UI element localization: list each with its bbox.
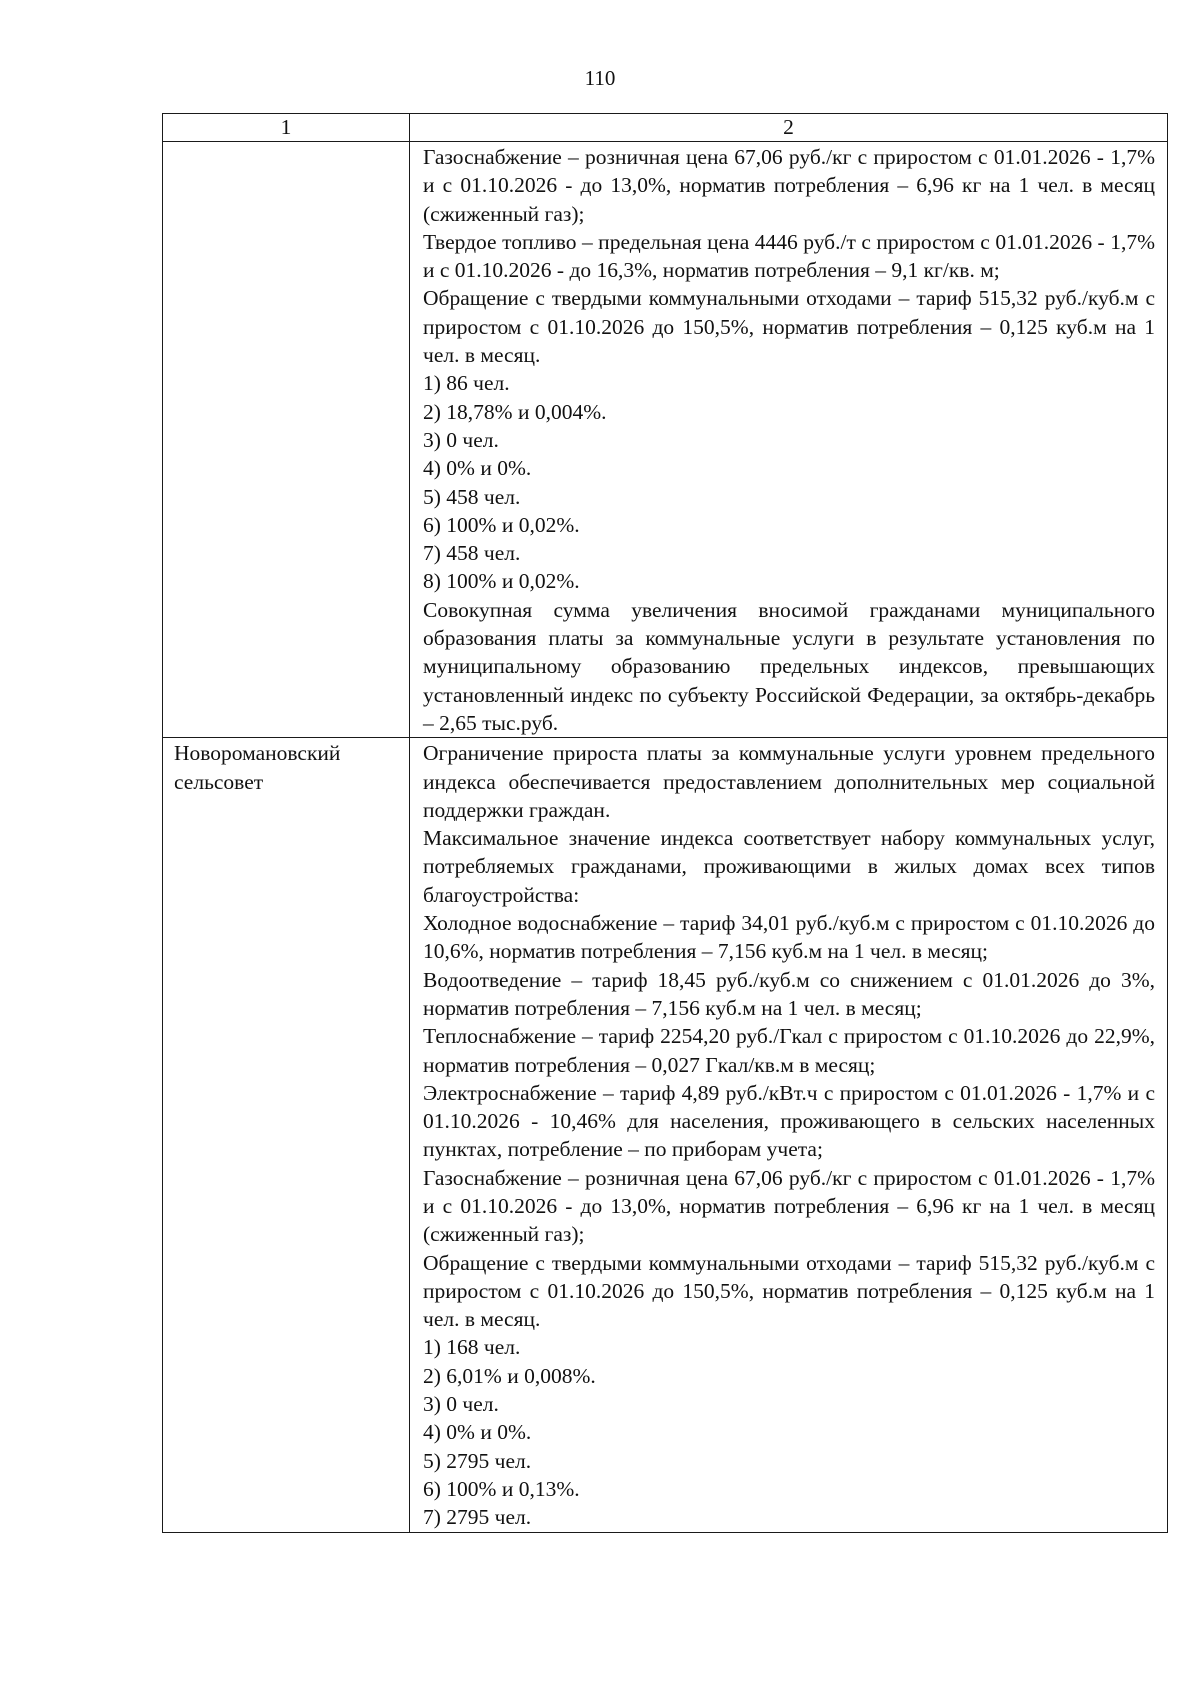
column-header-1: 1: [163, 114, 410, 142]
paragraph-cold-water: Холодное водоснабжение – тариф 34,01 руб./куб.м с приростом с 01.10.2026 до 10,6%, норматив потребления – 7,156 куб.м на 1 чел. в месяц;: [423, 911, 1155, 964]
municipality-name-cell: Новоромановский сельсовет: [163, 738, 410, 1532]
page-number: 110: [584, 66, 616, 90]
document-table: [162, 113, 1168, 1533]
paragraph-electricity: Электроснабжение – тариф 4,89 руб./кВт.ч с приростом с 01.01.2026 - 1,7% и с 01.10.2026 - 10,46% для населения, проживающего в сельских населенных пунктах, потребление – по приборам учета;: [423, 1080, 1155, 1162]
list-item: 2) 6,01% и 0,008%.: [423, 1363, 596, 1388]
list-item: 5) 458 чел.: [423, 484, 521, 509]
list-item: 1) 86 чел.: [423, 371, 510, 396]
table-row: [163, 142, 1168, 738]
content-cell: [410, 142, 1168, 738]
paragraph-total-increase: Совокупная сумма увеличения вносимой гражданами муниципального образования платы за коммунальные услуги в результате установления по муниципальному образованию предельных индексов, превышающих установленный индекс по субъекту Российской Федерации, за октябрь-декабрь – 2,65 тыс.руб.: [423, 597, 1155, 735]
paragraph-limitation: Ограничение прироста платы за коммунальные услуги уровнем предельного индекса обеспечивается предоставлением дополнительных мер социальной поддержки граждан.: [423, 741, 1155, 822]
content-cell: [410, 738, 1168, 1532]
list-item: 4) 0% и 0%.: [423, 1420, 532, 1445]
column-header-2: 2: [410, 114, 1168, 142]
paragraph-solid-waste: Обращение с твердыми коммунальными отходами – тариф 515,32 руб./куб.м с приростом с 01.10.2026 до 150,5%, норматив потребления – 0,125 куб.м на 1 чел. в месяц.: [423, 1250, 1155, 1332]
paragraph-drainage: Водоотведение – тариф 18,45 руб./куб.м со снижением с 01.01.2026 до 3%, норматив потребления – 7,156 куб.м на 1 чел. в месяц;: [423, 967, 1155, 1020]
paragraph-gas-supply: Газоснабжение – розничная цена 67,06 руб./кг с приростом с 01.01.2026 - 1,7% и с 01.10.2026 - до 13,0%, норматив потребления – 6,96 кг на 1 чел. в месяц (сжиженный газ);: [423, 1165, 1155, 1247]
paragraph-solid-fuel: Твердое топливо – предельная цена 4446 руб./т с приростом с 01.01.2026 - 1,7% и с 01.10.2026 - до 16,3%, норматив потребления – 9,1 кг/кв. м;: [423, 229, 1155, 283]
list-item: 2) 18,78% и 0,004%.: [423, 399, 607, 424]
municipality-name-cell: [163, 142, 410, 738]
paragraph-solid-waste: Обращение с твердыми коммунальными отходами – тариф 515,32 руб./куб.м с приростом с 01.10.2026 до 150,5%, норматив потребления – 0,125 куб.м на 1 чел. в месяц.: [423, 286, 1155, 368]
paragraph-gas-supply: Газоснабжение – розничная цена 67,06 руб./кг с приростом с 01.01.2026 - 1,7% и с 01.10.2026 - до 13,0%, норматив потребления – 6,96 кг на 1 чел. в месяц (сжиженный газ);: [423, 145, 1155, 226]
list-item: 8) 100% и 0,02%.: [423, 569, 580, 594]
list-item: 5) 2795 чел.: [423, 1448, 532, 1473]
list-item: 7) 458 чел.: [423, 541, 521, 566]
list-item: 7) 2795 чел.: [423, 1505, 532, 1530]
paragraph-max-index: Максимальное значение индекса соответствует набору коммунальных услуг, потребляемых гражданами, проживающими в жилых домах всех типов благоустройства:: [423, 826, 1155, 907]
list-item: 4) 0% и 0%.: [423, 456, 532, 481]
list-item: 1) 168 чел.: [423, 1335, 521, 1360]
paragraph-heat-supply: Теплоснабжение – тариф 2254,20 руб./Гкал с приростом с 01.10.2026 до 22,9%, норматив потребления – 0,027 Гкал/кв.м в месяц;: [423, 1024, 1155, 1077]
list-item: 3) 0 чел.: [423, 1392, 499, 1417]
table-header-row: [163, 114, 1168, 142]
list-item: 6) 100% и 0,02%.: [423, 512, 580, 537]
list-item: 3) 0 чел.: [423, 427, 499, 452]
table-row: [163, 738, 1168, 1532]
list-item: 6) 100% и 0,13%.: [423, 1476, 580, 1501]
